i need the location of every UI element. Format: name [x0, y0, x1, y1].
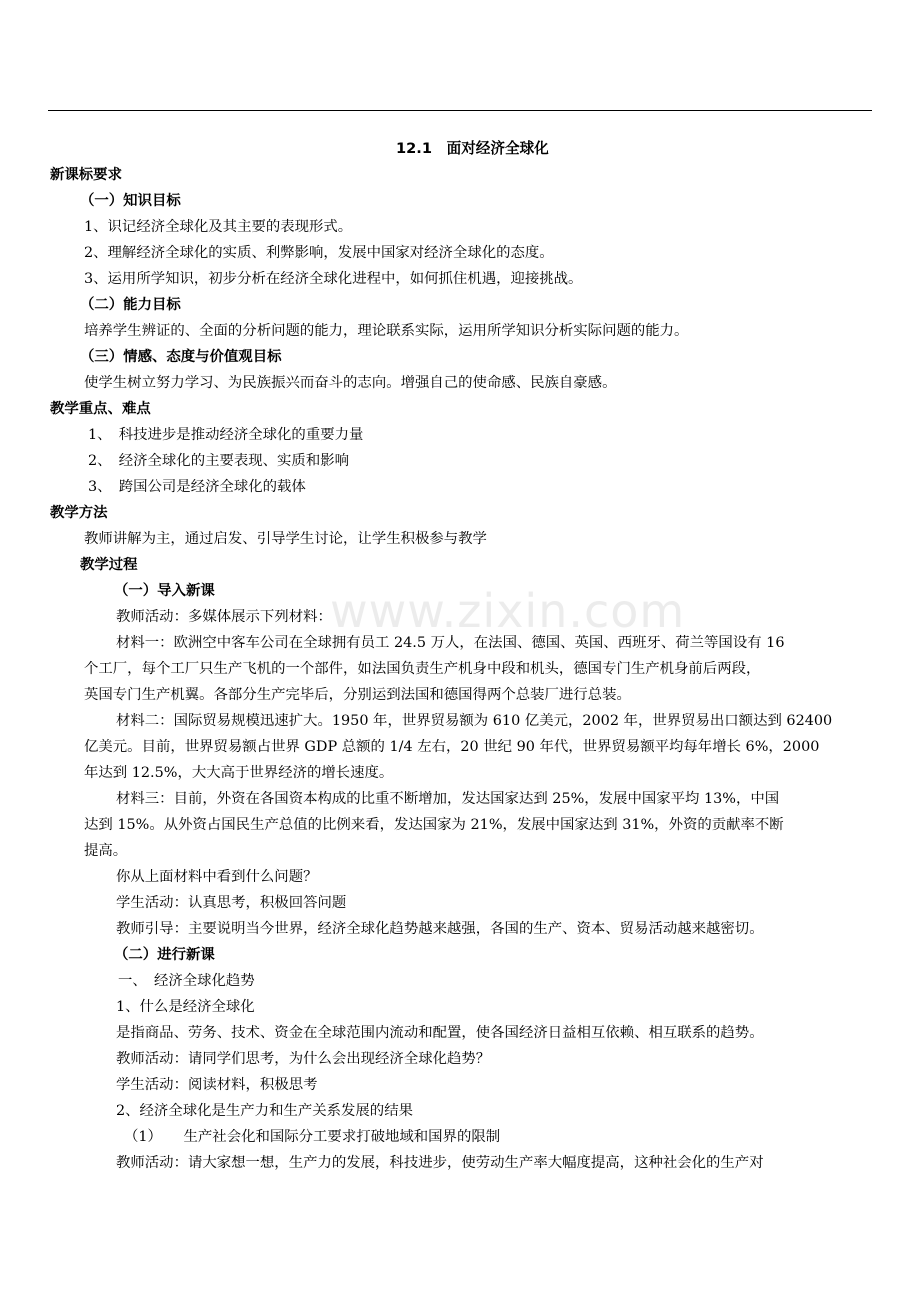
lesson-line: 1、什么是经济全球化 — [116, 999, 255, 1015]
teacher-guide: 教师引导：主要说明当今世界，经济全球化趋势越来越强，各国的生产、资本、贸易活动越来越密切。 — [116, 921, 764, 937]
knowledge-item: 2、理解经济全球化的实质、利弊影响，发展中国家对经济全球化的态度。 — [84, 245, 554, 261]
teacher-activity: 教师活动：多媒体展示下列材料： — [116, 609, 332, 625]
subheading-emotion: （三）情感、态度与价值观目标 — [80, 349, 282, 365]
subheading-new-lesson: （二）进行新课 — [114, 947, 215, 963]
method-text: 教师讲解为主，通过启发、引导学生讨论，让学生积极参与教学 — [84, 531, 487, 547]
watermark: www.zixin.com — [330, 584, 686, 638]
keypoint-item: 3、 跨国公司是经济全球化的载体 — [88, 479, 306, 495]
section-heading-keypoints: 教学重点、难点 — [50, 401, 151, 417]
material-1-line: 材料一：欧洲空中客车公司在全球拥有员工 24.5 万人，在法国、德国、英国、西班牙、荷兰等国设有 16 — [116, 635, 785, 651]
subheading-ability: （二）能力目标 — [80, 297, 181, 313]
lesson-line: （1） 生产社会化和国际分工要求打破地域和国界的限制 — [124, 1129, 501, 1145]
section-heading-method: 教学方法 — [50, 505, 108, 521]
lesson-line: 2、经济全球化是生产力和生产关系发展的结果 — [116, 1103, 413, 1119]
question-text: 你从上面材料中看到什么问题？ — [116, 869, 318, 885]
subheading-knowledge: （一）知识目标 — [80, 193, 181, 209]
lesson-line: 教师活动：请大家想一想，生产力的发展，科技进步，使劳动生产率大幅度提高，这种社会化的生产对 — [116, 1155, 764, 1171]
material-3-line: 达到 15%。从外资占国民生产总值的比例来看，发达国家为 21%，发展中国家达到 31%，外资的贡献率不断 — [84, 817, 784, 833]
lesson-line: 学生活动：阅读材料，积极思考 — [116, 1077, 318, 1093]
keypoint-item: 2、 经济全球化的主要表现、实质和影响 — [88, 453, 349, 469]
section-heading-requirements: 新课标要求 — [50, 167, 122, 183]
knowledge-item: 1、识记经济全球化及其主要的表现形式。 — [84, 219, 353, 235]
lesson-line: 教师活动：请同学们思考，为什么会出现经济全球化趋势？ — [116, 1051, 491, 1067]
material-2-line: 年达到 12.5%，大大高于世界经济的增长速度。 — [84, 765, 394, 781]
material-3-line: 材料三：目前，外资在各国资本构成的比重不断增加，发达国家达到 25%，发展中国家平均 13%，中国 — [116, 791, 780, 807]
page-title: 12.1 面对经济全球化 — [396, 140, 549, 157]
keypoint-item: 1、 科技进步是推动经济全球化的重要力量 — [88, 427, 364, 443]
student-activity: 学生活动：认真思考，积极回答问题 — [116, 895, 347, 911]
emotion-text: 使学生树立努力学习、为民族振兴而奋斗的志向。增强自己的使命感、民族自豪感。 — [84, 375, 617, 391]
section-heading-process: 教学过程 — [80, 557, 138, 573]
material-2-line: 亿美元。目前，世界贸易额占世界 GDP 总额的 1/4 左右，20 世纪 90 年代，世界贸易额平均每年增长 6%，2000 — [84, 739, 820, 755]
ability-text: 培养学生辨证的、全面的分析问题的能力，理论联系实际，运用所学知识分析实际问题的能力。 — [84, 323, 689, 339]
material-1-line: 英国专门生产机翼。各部分生产完毕后，分别运到法国和德国得两个总装厂进行总装。 — [84, 687, 631, 703]
lesson-line: 一、 经济全球化趋势 — [118, 973, 255, 989]
knowledge-item: 3、运用所学知识，初步分析在经济全球化进程中，如何抓住机遇，迎接挑战。 — [84, 271, 583, 287]
material-1-line: 个工厂，每个工厂只生产飞机的一个部件，如法国负责生产机身中段和机头，德国专门生产机身前后两段， — [84, 661, 761, 677]
subheading-intro: （一）导入新课 — [114, 583, 215, 599]
material-2-line: 材料二：国际贸易规模迅速扩大。1950 年，世界贸易额为 610 亿美元，2002 年，世界贸易出口额达到 62400 — [116, 713, 833, 729]
material-3-line: 提高。 — [84, 843, 128, 859]
lesson-line: 是指商品、劳务、技术、资金在全球范围内流动和配置，使各国经济日益相互依赖、相互联系的趋势。 — [116, 1025, 764, 1041]
